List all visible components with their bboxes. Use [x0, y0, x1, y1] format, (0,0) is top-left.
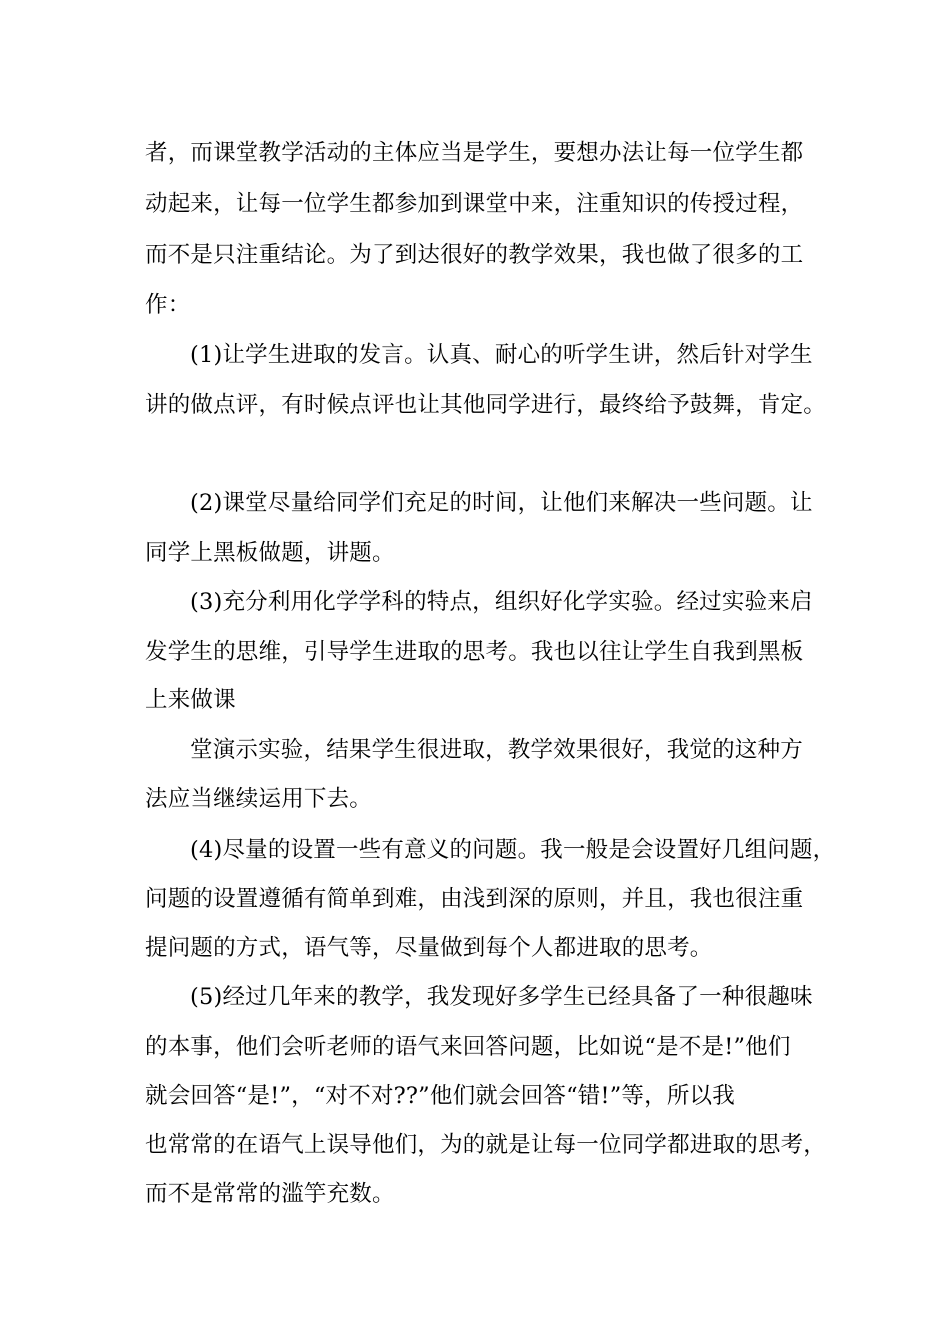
text-line: 法应当继续运用下去。 [145, 786, 373, 812]
text-line: 就会回答“是!”，“对不对??”他们就会回答“错!”等，所以我 [145, 1083, 735, 1109]
paragraph-1-line: (1)让学生进取的发言。认真、耐心的听学生讲，然后针对学生 [190, 342, 813, 368]
paragraph-continued-line: 堂演示实验，结果学生很进取，教学效果很好，我觉的这种方 [190, 737, 803, 763]
text-line: 作： [145, 292, 191, 318]
paragraph-2-line: (2)课堂尽量给同学们充足的时间，让他们来解决一些问题。让 [190, 490, 813, 516]
paragraph-5-line: (5)经过几年来的教学，我发现好多学生已经具备了一种很趣味 [190, 984, 813, 1010]
text-line: 动起来，让每一位学生都参加到课堂中来，注重知识的传授过程， [145, 191, 804, 217]
text-line: 而不是常常的滥竽充数。 [145, 1181, 395, 1207]
text-line: 提问题的方式，语气等，尽量做到每个人都进取的思考。 [145, 935, 713, 961]
text-line: 者，而课堂教学活动的主体应当是学生，要想办法让每一位学生都 [145, 140, 804, 166]
text-line: 而不是只注重结论。为了到达很好的教学效果，我也做了很多的工 [145, 242, 804, 268]
text-line: 问题的设置遵循有简单到难，由浅到深的原则，并且，我也很注重 [145, 886, 804, 912]
text-line: 的本事，他们会听老师的语气来回答问题，比如说“是不是!”他们 [145, 1034, 791, 1060]
paragraph-3-line: (3)充分利用化学学科的特点，组织好化学实验。经过实验来启 [190, 589, 813, 615]
text-line: 发学生的思维，引导学生进取的思考。我也以往让学生自我到黑板 [145, 639, 804, 665]
text-line: 上来做课 [145, 687, 236, 713]
text-line: 也常常的在语气上误导他们，为的就是让每一位同学都进取的思考， [145, 1132, 827, 1158]
paragraph-4-line: (4)尽量的设置一些有意义的问题。我一般是会设置好几组问题， [190, 837, 836, 863]
text-line: 同学上黑板做题，讲题。 [145, 540, 395, 566]
text-line: 讲的做点评，有时候点评也让其他同学进行，最终给予鼓舞，肯定。 [145, 392, 827, 418]
